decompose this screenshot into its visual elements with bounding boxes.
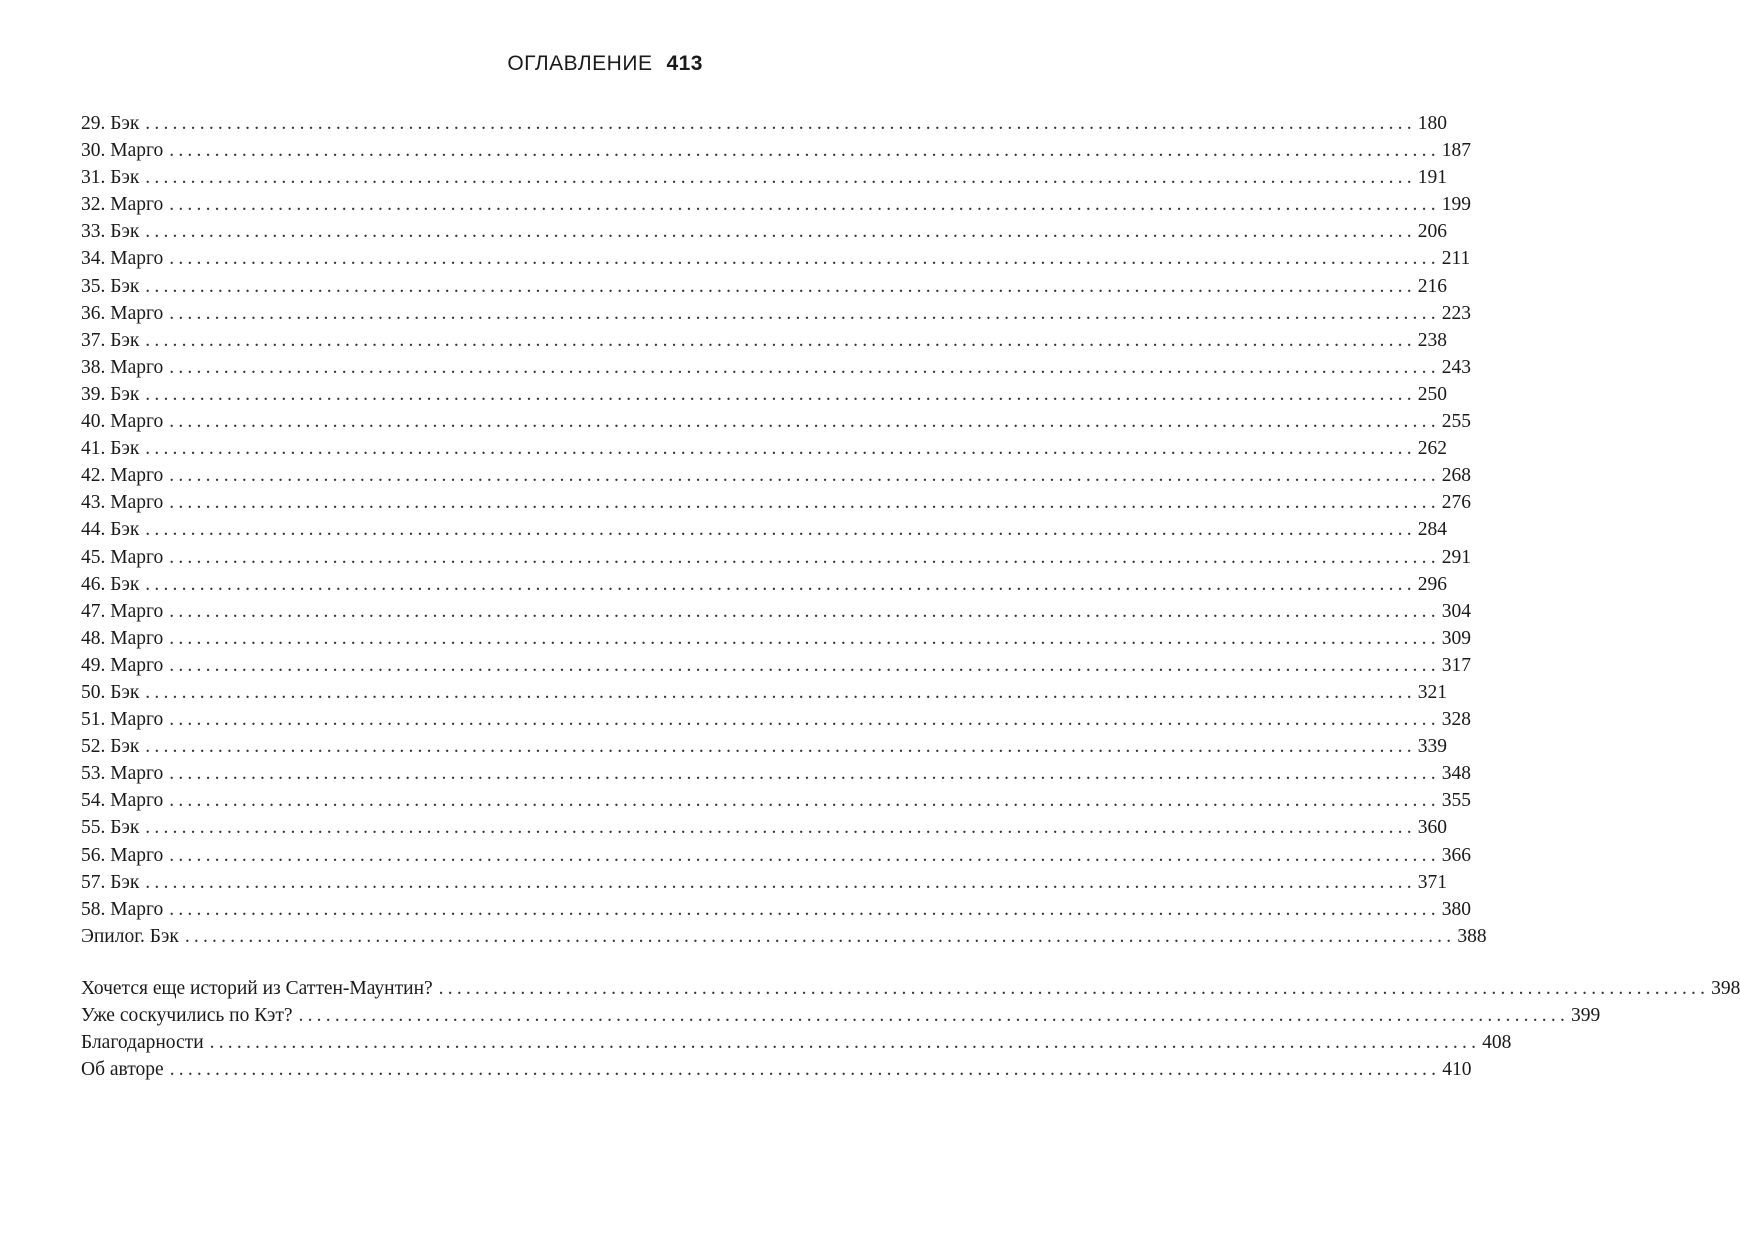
toc-entry <box>81 896 1472 923</box>
toc-entry <box>81 354 1472 381</box>
toc-entry <box>81 814 1448 841</box>
dot-leader: ............................................................................................................................................ <box>438 978 1710 999</box>
dot-leader: ............................................................................................................................................ <box>169 140 1440 162</box>
entry-page-number: 180 <box>1417 113 1448 134</box>
toc-entry <box>81 435 1448 462</box>
toc-entry <box>81 571 1448 598</box>
toc-entry <box>81 544 1472 571</box>
entry-title: 52. Бэк <box>81 736 140 758</box>
entry-title: 55. Бэк <box>81 817 140 839</box>
dot-leader: ............................................................................................................................................ <box>169 898 1440 920</box>
entry-title: Эпилог. Бэк <box>81 925 179 947</box>
toc-entry <box>81 842 1472 869</box>
entry-title: 48. Марго <box>81 627 164 649</box>
entry-page-number: 284 <box>1417 519 1448 541</box>
dot-leader: ............................................................................................................................................ <box>145 438 1416 460</box>
entry-title: 50. Бэк <box>81 681 140 703</box>
entry-page-number: 206 <box>1417 221 1448 243</box>
entry-title: 29. Бэк <box>81 113 140 134</box>
dot-leader: ............................................................................................................................................ <box>145 871 1416 893</box>
dot-leader: ............................................................................................................................................ <box>169 600 1440 622</box>
toc-entry <box>81 975 1740 1002</box>
toc-entry <box>81 1056 1472 1083</box>
dot-leader: ............................................................................................................................................ <box>169 411 1440 433</box>
entry-title: 37. Бэк <box>81 329 140 351</box>
entry-page-number: 216 <box>1417 275 1448 297</box>
entry-title: 30. Марго <box>81 140 164 162</box>
entry-title: Благодарности <box>81 1032 204 1054</box>
entry-page-number: 296 <box>1417 573 1448 595</box>
toc-entry <box>81 760 1472 787</box>
entry-page-number: 243 <box>1441 356 1472 378</box>
toc-entry <box>81 489 1472 516</box>
entry-title: 41. Бэк <box>81 438 140 460</box>
entry-title: 51. Марго <box>81 709 164 731</box>
entry-page-number: 371 <box>1417 871 1448 893</box>
section-title: ОГЛАВЛЕНИЕ <box>507 52 653 75</box>
toc-entry <box>81 408 1472 435</box>
entry-title: 36. Марго <box>81 302 164 324</box>
entry-page-number: 199 <box>1441 194 1472 216</box>
toc-entry <box>81 245 1471 272</box>
dot-leader: ............................................................................................................................................ <box>145 275 1416 297</box>
toc-entry <box>81 164 1448 191</box>
entry-page-number: 366 <box>1441 844 1472 866</box>
entry-page-number: 223 <box>1441 302 1472 324</box>
toc-entry <box>81 462 1472 489</box>
entry-title: 53. Марго <box>81 763 164 785</box>
entry-page-number: 339 <box>1417 736 1448 758</box>
entry-title: 34. Марго <box>81 248 164 270</box>
dot-leader: ............................................................................................................................................ <box>145 113 1416 134</box>
dot-leader: ............................................................................................................................................ <box>169 844 1440 866</box>
entry-title: 31. Бэк <box>81 167 140 189</box>
entry-page-number: 380 <box>1441 898 1472 920</box>
entry-title: 56. Марго <box>81 844 164 866</box>
entry-page-number: 348 <box>1441 763 1472 785</box>
entry-page-number: 408 <box>1482 1032 1512 1054</box>
entry-title: 45. Марго <box>81 546 164 568</box>
entry-title: 47. Марго <box>81 600 164 622</box>
toc-entry <box>81 598 1472 625</box>
entry-title: Об авторе <box>81 1059 164 1081</box>
dot-leader: ............................................................................................................................................ <box>145 817 1416 839</box>
toc-entry <box>81 137 1472 164</box>
entry-page-number: 309 <box>1441 627 1472 649</box>
dot-leader: ............................................................................................................................................ <box>169 763 1440 785</box>
dot-leader: ............................................................................................................................................ <box>145 681 1416 703</box>
entry-page-number: 255 <box>1441 411 1472 433</box>
dot-leader: ............................................................................................................................................ <box>169 492 1440 514</box>
toc-entry <box>81 300 1472 327</box>
entry-page-number: 187 <box>1441 140 1472 162</box>
dot-leader: ............................................................................................................................................ <box>298 1005 1570 1027</box>
dot-leader: ............................................................................................................................................ <box>145 573 1416 595</box>
dot-leader: ............................................................................................................................................ <box>169 709 1440 731</box>
toc-entry <box>81 787 1472 814</box>
running-head <box>507 52 703 76</box>
entry-title: 38. Марго <box>81 356 164 378</box>
dot-leader: ............................................................................................................................................ <box>169 627 1440 649</box>
entry-title: Уже соскучились по Кэт? <box>81 1005 293 1027</box>
entry-page-number: 291 <box>1441 546 1472 568</box>
dot-leader: ............................................................................................................................................ <box>145 383 1416 405</box>
toc-entry <box>81 110 1448 137</box>
entry-title: 40. Марго <box>81 411 164 433</box>
back-matter-list <box>81 975 1740 1083</box>
toc-entry <box>81 191 1472 218</box>
entry-title: 32. Марго <box>81 194 164 216</box>
toc-entry <box>81 218 1448 245</box>
dot-leader: ............................................................................................................................................ <box>145 519 1416 541</box>
entry-title: 39. Бэк <box>81 383 140 405</box>
dot-leader: ............................................................................................................................................ <box>145 167 1416 189</box>
dot-leader: ............................................................................................................................................ <box>145 736 1416 758</box>
dot-leader: ............................................................................................................................................ <box>184 925 1456 947</box>
entry-title: 58. Марго <box>81 898 164 920</box>
entry-page-number: 321 <box>1417 681 1448 703</box>
entry-page-number: 410 <box>1442 1059 1472 1081</box>
page-number: 413 <box>666 52 703 75</box>
entry-page-number: 317 <box>1441 654 1472 676</box>
toc-entry <box>81 923 1487 950</box>
toc-entry <box>81 733 1448 760</box>
entry-page-number: 276 <box>1441 492 1472 514</box>
dot-leader: ............................................................................................................................................ <box>145 329 1416 351</box>
entry-page-number: 211 <box>1441 248 1471 270</box>
entry-title: 57. Бэк <box>81 871 140 893</box>
entry-page-number: 360 <box>1417 817 1448 839</box>
toc-entry <box>81 652 1472 679</box>
toc-entry <box>81 327 1448 354</box>
entry-page-number: 388 <box>1457 925 1487 947</box>
dot-leader: ............................................................................................................................................ <box>169 546 1440 568</box>
entry-page-number: 399 <box>1571 1005 1601 1027</box>
toc-entry <box>81 679 1448 706</box>
entry-page-number: 238 <box>1417 329 1448 351</box>
toc-entry <box>81 381 1448 408</box>
entry-title: 49. Марго <box>81 654 164 676</box>
dot-leader: ............................................................................................................................................ <box>169 1059 1441 1081</box>
chapter-list <box>81 110 1487 950</box>
entry-page-number: 328 <box>1441 709 1472 731</box>
toc-entry <box>81 706 1472 733</box>
toc-entry <box>81 869 1448 896</box>
entry-page-number: 250 <box>1417 383 1448 405</box>
toc-entry <box>81 625 1472 652</box>
entry-title: Хочется еще историй из Саттен-Маунтин? <box>81 978 433 999</box>
entry-title: 42. Марго <box>81 465 164 487</box>
toc-entry <box>81 273 1448 300</box>
entry-page-number: 398 <box>1711 978 1740 999</box>
entry-title: 35. Бэк <box>81 275 140 297</box>
dot-leader: ............................................................................................................................................ <box>169 302 1440 324</box>
dot-leader: ............................................................................................................................................ <box>145 221 1416 243</box>
entry-title: 44. Бэк <box>81 519 140 541</box>
entry-page-number: 355 <box>1441 790 1472 812</box>
entry-page-number: 304 <box>1441 600 1472 622</box>
entry-page-number: 268 <box>1441 465 1472 487</box>
dot-leader: ............................................................................................................................................ <box>169 654 1440 676</box>
entry-title: 33. Бэк <box>81 221 140 243</box>
toc-entry <box>81 1029 1512 1056</box>
entry-title: 43. Марго <box>81 492 164 514</box>
toc-entry <box>81 516 1448 543</box>
dot-leader: ............................................................................................................................................ <box>169 194 1440 216</box>
dot-leader: ............................................................................................................................................ <box>169 248 1440 270</box>
entry-title: 46. Бэк <box>81 573 140 595</box>
entry-page-number: 262 <box>1417 438 1448 460</box>
dot-leader: ............................................................................................................................................ <box>169 790 1440 812</box>
toc-entry <box>81 1002 1601 1029</box>
entry-title: 54. Марго <box>81 790 164 812</box>
dot-leader: ............................................................................................................................................ <box>169 356 1440 378</box>
entry-page-number: 191 <box>1417 167 1448 189</box>
dot-leader: ............................................................................................................................................ <box>209 1032 1481 1054</box>
dot-leader: ............................................................................................................................................ <box>169 465 1440 487</box>
